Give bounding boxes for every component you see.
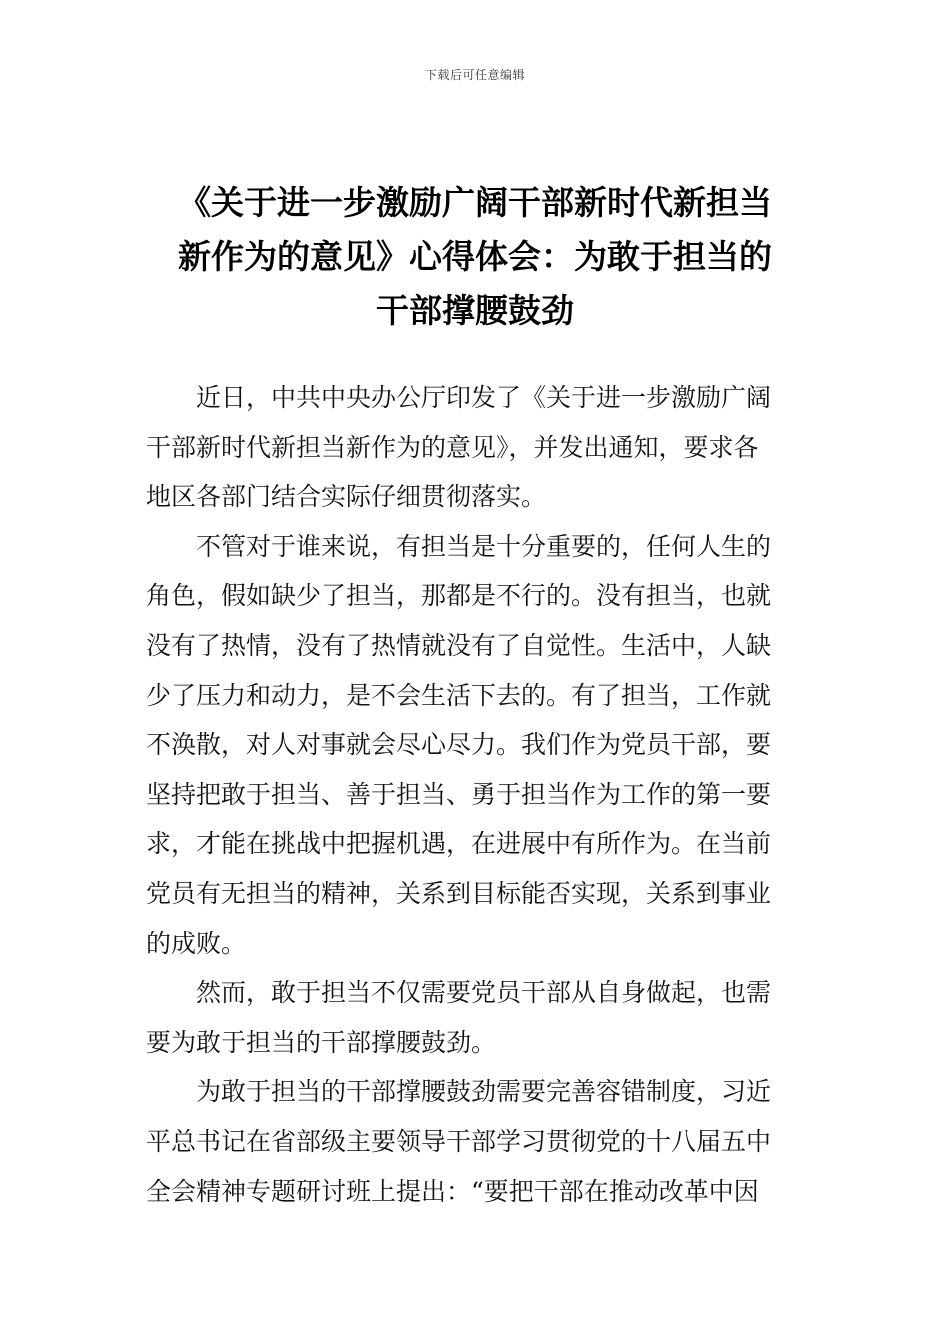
text-line: 角色，假如缺少了担当，那都是不行的。没有担当，也就	[146, 581, 772, 611]
title-line: 干部撑腰鼓劲	[376, 291, 574, 330]
text-line: 全会精神专题研讨班上提出：“要把干部在推动改革中因	[146, 1176, 759, 1206]
text-line: 为敢于担当的干部撑腰鼓劲需要完善容错制度，习近	[196, 1077, 772, 1107]
title-line: 新作为的意见》心得体会：为敢于担当的	[178, 237, 772, 276]
text-line: 坚持把敢于担当、善于担当、勇于担当作为工作的第一要	[146, 779, 772, 809]
title-line: 《关于进一步激励广阔干部新时代新担当	[178, 183, 772, 222]
text-line: 近日，中共中央办公厅印发了《关于进一步激励广阔	[196, 383, 772, 412]
header-note: 下载后可任意编辑	[424, 68, 525, 82]
text-line: 的成败。	[146, 928, 247, 958]
text-line: 不管对于谁来说，有担当是十分重要的，任何人生的	[196, 531, 772, 561]
text-line: 然而，敢于担当不仅需要党员干部从自身做起，也需	[196, 978, 772, 1008]
text-line: 没有了热情，没有了热情就没有了自觉性。生活中，人缺	[146, 630, 772, 660]
paragraph-3	[146, 968, 808, 1067]
paragraph-4	[146, 1067, 808, 1216]
text-line: 不涣散，对人对事就会尽心尽力。我们作为党员干部，要	[146, 730, 772, 760]
text-line: 要为敢于担当的干部撑腰鼓劲。	[146, 1027, 497, 1057]
document-title	[140, 176, 810, 338]
text-line: 少了压力和动力，是不会生活下去的。有了担当，工作就	[146, 680, 772, 710]
text-line: 求，才能在挑战中把握机遇，在进展中有所作为。在当前	[146, 829, 772, 859]
text-line: 平总书记在省部级主要领导干部学习贯彻党的十八届五中	[146, 1126, 772, 1156]
text-line: 干部新时代新担当新作为的意见》，并发出通知，要求各	[146, 432, 759, 462]
paragraph-1	[146, 373, 808, 522]
paragraph-2	[146, 522, 808, 968]
text-line: 党员有无担当的精神，关系到目标能否实现，关系到事业	[146, 878, 772, 908]
document-body	[146, 373, 808, 1216]
text-line: 地区各部门结合实际仔细贯彻落实。	[146, 482, 547, 512]
